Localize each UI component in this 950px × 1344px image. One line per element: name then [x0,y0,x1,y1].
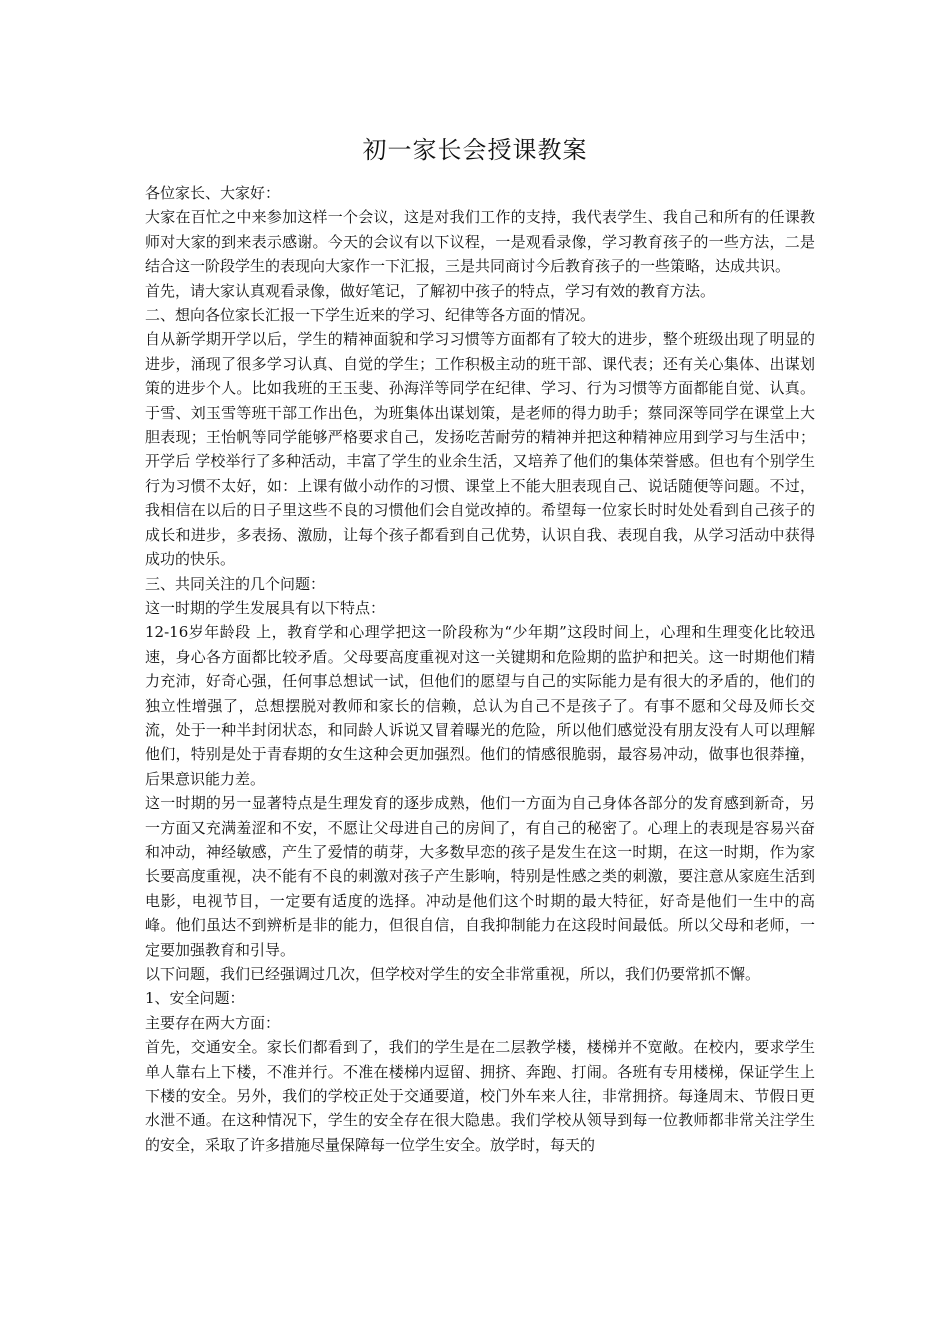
section-heading-report: 二、想向各位家长汇报一下学生近来的学习、纪律等各方面的情况。 [145,306,596,325]
paragraph-safety-intro: 以下问题，我们已经强调过几次，但学校对学生的安全非常重视，所以，我们仍要常抓不懈。 [145,965,761,983]
paragraph-video: 首先，请大家认真观看录像，做好笔记，了解初中孩子的特点，学习有效的教育方法。 [145,281,716,300]
paragraph-physiology: 这一时期的另一显著特点是生理发育的逐步成熟，他们一方面为自己身体各部分的发育感到新奇，另一方面又充满羞涩和不安，不愿让父母进自己的房间了，有自己的秘密了。心理上的表现是容易兴奋和冲动，神经敏感，产生了爱情的萌芽，大多数早恋的孩子是发生在这一时期，在这一时期，作为家长要高度重视，决不能有不良的刺激对孩子产生影响，特别是性感之类的刺激，要注意从家庭生活到电影，电视节目，一定要有适度的选择。冲动是他们这个时期的最大特征，好奇是他们一生中的高峰。他们虽达不到辨析是非的能力，但很自信，自我抑制能力在这段时间最低。所以父母和老师，一定要加强教育和引导。 [145,794,815,959]
paragraph-intro: 大家在百忙之中来参加这样一个会议，这是对我们工作的支持，我代表学生、我自己和所有的任课教师对大家的到来表示感谢。今天的会议有以下议程，一是观看录像，学习教育孩子的一些方法，二是结合这一阶段学生的表现向大家作一下汇报，三是共同商讨今后教育孩子的一些策略，达成共识。 [145,208,815,276]
document-body [145,181,815,1157]
paragraph-adolescence: 12-16岁年龄段 上，教育学和心理学把这一阶段称为“少年期”这段时间上，心理和生理变化比较迅速，身心各方面都比较矛盾。父母要高度重视对这一关键期和危险期的监护和把关。这一时期他们精力充沛，好奇心强，任何事总想试一试，但他们的愿望与自己的实际能力是有很大的矛盾的，他们的独立性增强了，总想摆脱对教师和家长的信赖，总认为自己不是孩子了。有事不愿和父母及师长交流，处于一种半封闭状态，和同龄人诉说又冒着曝光的危险，所以他们感觉没有朋友没有人可以理解他们，特别是处于青春期的女生这种会更加强烈。他们的情感很脆弱，最容易冲动，做事也很莽撞，后果意识能力差。 [145,623,815,788]
paragraph-two-aspects: 主要存在两大方面： [145,1013,281,1032]
subheading-safety: 1、安全问题： [145,989,245,1008]
section-heading-issues: 三、共同关注的几个问题： [145,574,326,593]
paragraph-traffic-safety: 首先，交通安全。家长们都看到了，我们的学生是在二层教学楼，楼梯并不宽敞。在校内，要求学生单人靠右上下楼，不准并行。不准在楼梯内逗留、拥挤、奔跑、打闹。各班有专用楼梯，保证学生上下楼的安全。另外，我们的学校正处于交通要道，校门外车来人往，非常拥挤。每逢周末、节假日更水泄不通。在这种情况下，学生的安全存在很大隐患。我们学校从领导到每一位教师都非常关注学生的安全，采取了许多措施尽量保障每一位学生安全。放学时，每天的 [145,1038,815,1154]
document-title: 初一家长会授课教案 [362,136,588,164]
paragraph-report: 自从新学期开学以后，学生的精神面貌和学习习惯等方面都有了较大的进步，整个班级出现了明显的进步，涌现了很多学习认真、自觉的学生；工作积极主动的班干部、课代表；还有关心集体、出谋划策的进步个人。比如我班的王玉斐、孙海洋等同学在纪律、学习、行为习惯等方面都能自觉、认真。于雪、刘玉雪等班干部工作出色，为班集体出谋划策，是老师的得力助手；蔡同深等同学在课堂上大胆表现；王怡帆等同学能够严格要求自己，发扬吃苦耐劳的精神并把这种精神应用到学习与生活中；开学后 学校举行了多种活动，丰富了学生的业余生活，又培养了他们的集体荣誉感。但也有个别学生行为习惯不太好，如：上课有做小动作的习惯、课堂上不能大胆表现自己、说话随便等问题。不过，我相信在以后的日子里这些不良的习惯他们会自觉改掉的。希望每一位家长时时处处看到自己孩子的成长和进步，多表扬、激励，让每个孩子都看到自己优势，认识自我、表现自我，从学习活动中获得成功的快乐。 [145,330,815,569]
paragraph-features-intro: 这一时期的学生发展具有以下特点： [145,598,386,617]
paragraph-greeting: 各位家长、大家好： [145,184,281,202]
